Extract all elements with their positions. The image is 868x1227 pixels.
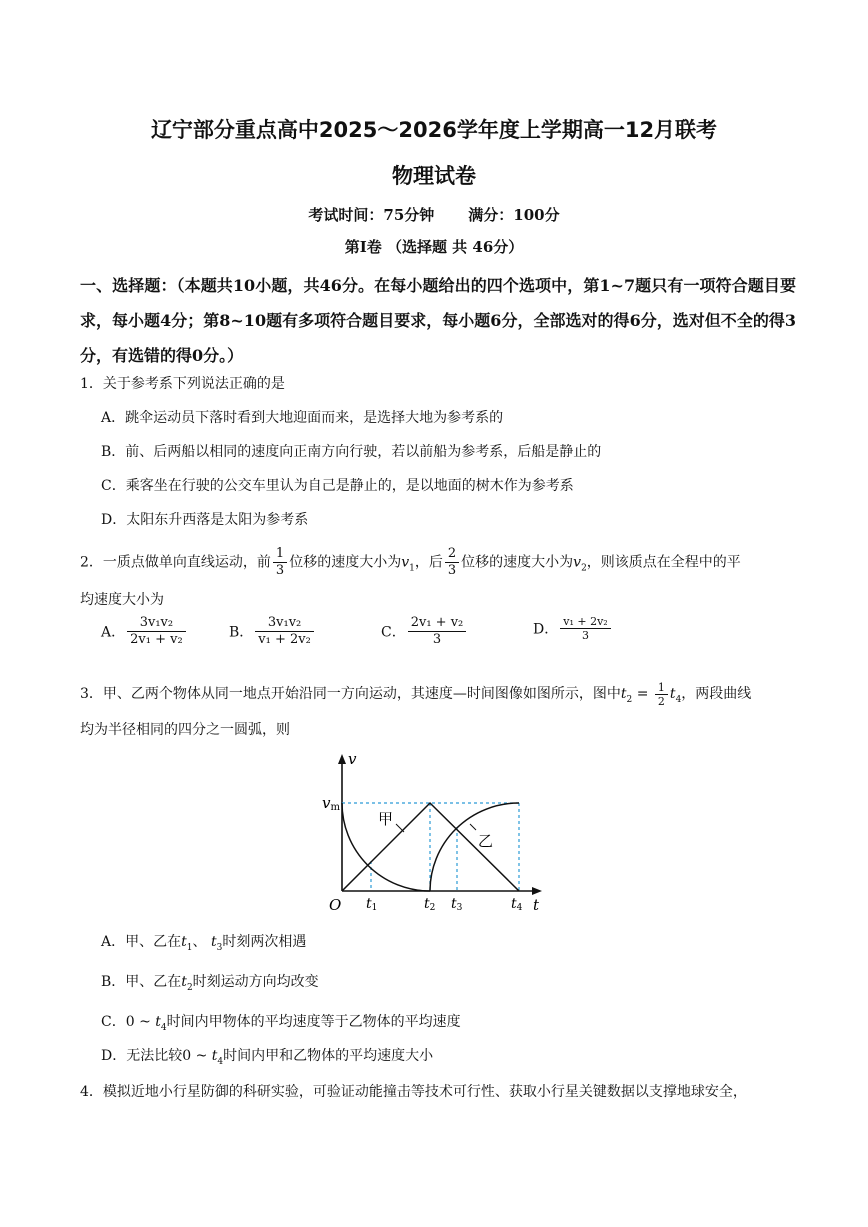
jia-label: 甲 <box>378 810 394 828</box>
question-2-option-b: B． $\frac{\text{3v₁v₂}}{\text{v₁ + 2v₂}}$ <box>229 615 316 648</box>
section-instructions: 一、选择题：（本题共10小题，共46分。在每小题给出的四个选项中，第1~7题只有一项符合题目要求，每小题4分；第8~10题有多项符合题目要求，每小题6分，全部选对的得6分，选对但不全的得3分，有选错的得0分。） <box>80 276 796 365</box>
t2-label: t2 <box>424 896 436 913</box>
exam-time: 考试时间：75分钟 <box>308 206 435 224</box>
question-1-option-b: B．前、后两船以相同的速度向正南方向行驶，若以前船为参考系，后船是静止的 <box>101 444 602 460</box>
v-axis-arrow <box>338 754 346 764</box>
question-3-option-d: D．无法比较0 ~ $t_4$时间内甲和乙物体的平均速度大小 <box>101 1048 434 1067</box>
t3-label: t3 <box>451 896 463 913</box>
yi-leader <box>470 824 476 830</box>
t4-label: t4 <box>511 896 523 913</box>
question-2-option-c: C． $\frac{\text{2v₁ + v₂}}{3}$ <box>381 615 468 648</box>
question-2-stem-line2: 均速度大小为 <box>80 592 164 608</box>
question-1-option-a: A．跳伞运动员下落时看到大地迎面而来，是选择大地为参考系的 <box>101 410 504 426</box>
question-1-stem: 1．关于参考系下列说法正确的是 <box>80 376 285 392</box>
question-2-option-d: D． $\frac{\text{v₁ + 2v₂}}{3}$ <box>533 615 613 642</box>
fraction-two-thirds: $\frac{2}{3}$ <box>445 546 459 579</box>
origin-label: O <box>329 896 342 913</box>
t1-label: t1 <box>366 896 378 913</box>
t-axis-label: t <box>533 896 540 913</box>
yi-label: 乙 <box>478 832 494 850</box>
question-2-option-a: A． $\frac{\text{3v₁v₂}}{\text{2v₁ + v₂}}$ <box>101 615 188 648</box>
vt-graph-figure <box>318 748 550 913</box>
question-1-option-c: C．乘客坐在行驶的公交车里认为自己是静止的，是以地面的树木作为参考系 <box>101 478 574 494</box>
v-axis-label: v <box>348 750 357 768</box>
subject-title: 物理试卷 <box>392 164 476 188</box>
question-3-option-c: C．0 ~ $t_4$时间内甲物体的平均速度等于乙物体的平均速度 <box>101 1014 461 1033</box>
full-score: 满分：100分 <box>468 206 560 224</box>
question-3-stem-line2: 均为半径相同的四分之一圆弧，则 <box>80 722 290 738</box>
question-2-stem: 2．一质点做单向直线运动，前 $\frac{1}{3}$ 位移的速度大小为$v_1$，后 $\frac{2}{3}$ 位移的速度大小为$v_2$，则该质点在全程中的平 <box>80 546 741 578</box>
part-heading: 第Ⅰ卷 （选择题 共 46分） <box>344 238 524 256</box>
t-axis-arrow <box>532 887 542 895</box>
exam-title: 辽宁部分重点高中2025～2026学年度上学期高一12月联考 <box>150 118 718 142</box>
vm-label: vm <box>322 794 340 813</box>
question-3-option-b: B．甲、乙在$t_2$时刻运动方向均改变 <box>101 974 319 993</box>
question-4-stem: 4．模拟近地小行星防御的科研实验，可验证动能撞击等技术可行性、获取小行星关键数据以支撑地球安全， <box>80 1084 747 1100</box>
exam-meta <box>0 204 868 225</box>
question-1-option-d: D．太阳东升西落是太阳为参考系 <box>101 512 309 528</box>
jia-leader <box>396 824 404 832</box>
question-3-option-a: A．甲、乙在$t_1$、 $t_3$时刻两次相遇 <box>101 934 307 953</box>
fraction-one-third: $\frac{1}{3}$ <box>273 546 287 579</box>
question-3-stem: 3．甲、乙两个物体从同一地点开始沿同一方向运动，其速度—时间图像如图所示，图中$t_2$ = $\frac{1}{2}$ $t_4$，两段曲线 <box>80 680 752 708</box>
